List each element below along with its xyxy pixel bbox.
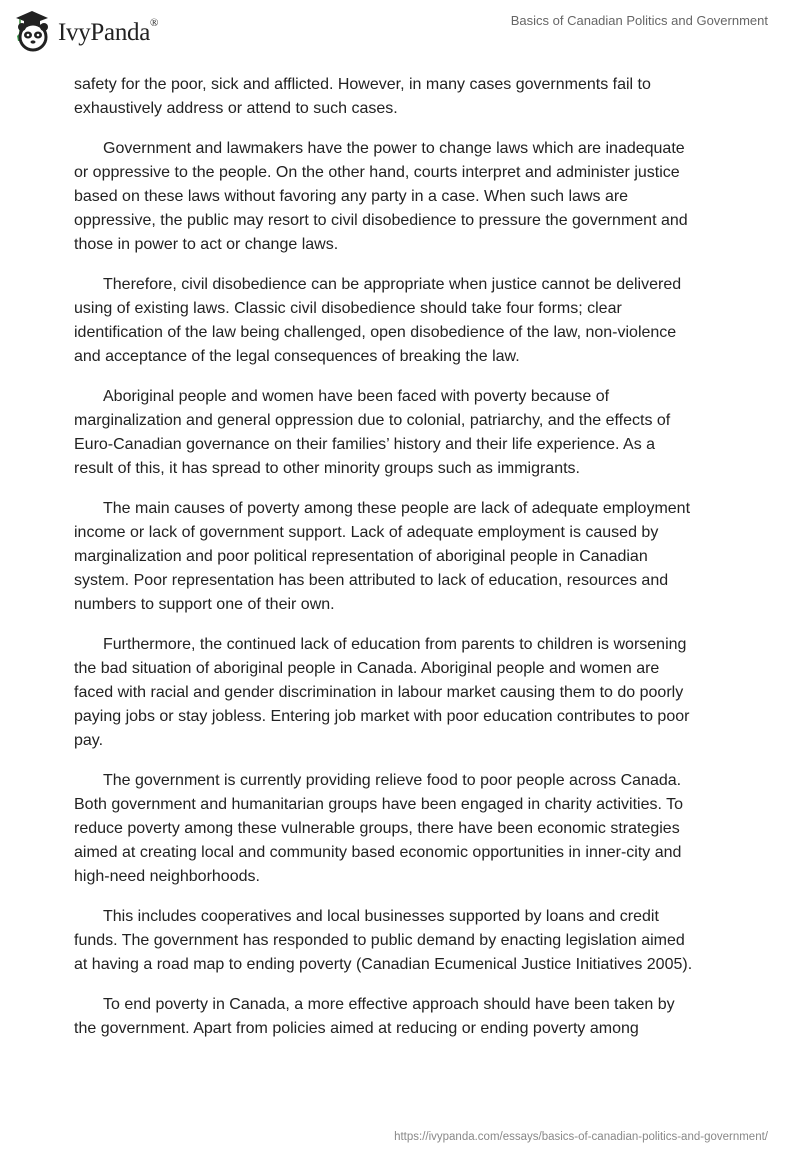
paragraph-line: Government and lawmakers have the power to change laws which are inadequate bbox=[103, 140, 685, 157]
paragraph bbox=[74, 905, 754, 977]
paragraph-line: exhaustively address or attend to such cases. bbox=[74, 100, 398, 117]
paragraph-line: The main causes of poverty among these people are lack of adequate employment bbox=[103, 500, 691, 517]
paragraph bbox=[74, 273, 754, 369]
paragraph bbox=[74, 993, 754, 1041]
document-title: Basics of Canadian Politics and Government bbox=[510, 13, 768, 28]
paragraph-line: using of existing laws. Classic civil disobedience should take four forms; clear bbox=[74, 300, 622, 317]
paragraph-line: at having a road map to ending poverty (Canadian Ecumenical Justice Initiatives 2005). bbox=[74, 956, 693, 973]
paragraph-line: result of this, it has spread to other minority groups such as immigrants. bbox=[74, 460, 580, 477]
paragraph-line: identification of the law being challenged, open disobedience of the law, non-violence bbox=[74, 324, 677, 341]
paragraph-line: The government is currently providing relieve food to poor people across Canada. bbox=[103, 772, 682, 789]
paragraph bbox=[74, 633, 754, 753]
paragraph-line: the government. Apart from policies aimed at reducing or ending poverty among bbox=[74, 1020, 639, 1037]
footer-url[interactable]: https://ivypanda.com/essays/basics-of-canadian-politics-and-government/ bbox=[394, 1131, 768, 1143]
paragraph-line: system. Poor representation has been attributed to lack of education, resources and bbox=[74, 572, 669, 589]
paragraph-line: safety for the poor, sick and afflicted. However, in many cases governments fail to bbox=[74, 76, 651, 93]
paragraph bbox=[74, 385, 754, 481]
paragraph-line: aimed at creating local and community based economic opportunities in inner-city and bbox=[74, 844, 682, 861]
paragraph-line: reduce poverty among these vulnerable groups, there have been economic strategies bbox=[74, 820, 680, 837]
paragraph-line: funds. The government has responded to public demand by enacting legislation aimed bbox=[74, 932, 685, 949]
paragraph-line: Euro-Canadian governance on their families’ history and their life experience. As a bbox=[74, 436, 656, 453]
paragraph-line: Furthermore, the continued lack of education from parents to children is worsening bbox=[103, 636, 687, 653]
panda-graduate-icon bbox=[12, 8, 52, 52]
paragraph-line: This includes cooperatives and local businesses supported by loans and credit bbox=[103, 908, 659, 925]
paragraph-line: high-need neighborhoods. bbox=[74, 868, 260, 885]
paragraph-line: marginalization and poor political representation of aboriginal people in Canadian bbox=[74, 548, 648, 565]
paragraph-line: the bad situation of aboriginal people in Canada. Aboriginal people and women are bbox=[74, 660, 660, 677]
paragraph-line: those in power to act or change laws. bbox=[74, 236, 339, 253]
paragraph bbox=[74, 137, 754, 257]
paragraph-line: To end poverty in Canada, a more effective approach should have been taken by bbox=[103, 996, 675, 1013]
paragraph-line: or oppressive to the people. On the other hand, courts interpret and administer justice bbox=[74, 164, 680, 181]
logo-text: IvyPanda bbox=[58, 19, 151, 46]
paragraph-line: numbers to support one of their own. bbox=[74, 596, 335, 613]
paragraph-line: Both government and humanitarian groups have been engaged in charity activities. To bbox=[74, 796, 683, 813]
paragraph-line: paying jobs or stay jobless. Entering job market with poor education contributes to poor bbox=[74, 708, 690, 725]
essay-body bbox=[74, 73, 754, 1057]
paragraph-line: based on these laws without favoring any party in a case. When such laws are bbox=[74, 188, 629, 205]
paragraph-line: faced with racial and gender discrimination in labour market causing them to do poorly bbox=[74, 684, 684, 701]
paragraph-line: and acceptance of the legal consequences of breaking the law. bbox=[74, 348, 520, 365]
paragraph-line: pay. bbox=[74, 732, 104, 749]
paragraph-line: marginalization and general oppression due to colonial, patriarchy, and the effects of bbox=[74, 412, 671, 429]
paragraph bbox=[74, 497, 754, 617]
paragraph bbox=[74, 73, 754, 121]
paragraph bbox=[74, 769, 754, 889]
paragraph-line: oppressive, the public may resort to civil disobedience to pressure the government and bbox=[74, 212, 688, 229]
page-header bbox=[0, 0, 800, 60]
paragraph-line: income or lack of government support. Lack of adequate employment is caused by bbox=[74, 524, 659, 541]
registered-mark: ® bbox=[150, 17, 159, 29]
paragraph-line: Aboriginal people and women have been faced with poverty because of bbox=[103, 388, 610, 405]
ivypanda-logo[interactable] bbox=[12, 8, 158, 52]
paragraph-line: Therefore, civil disobedience can be appropriate when justice cannot be delivered bbox=[103, 276, 682, 293]
